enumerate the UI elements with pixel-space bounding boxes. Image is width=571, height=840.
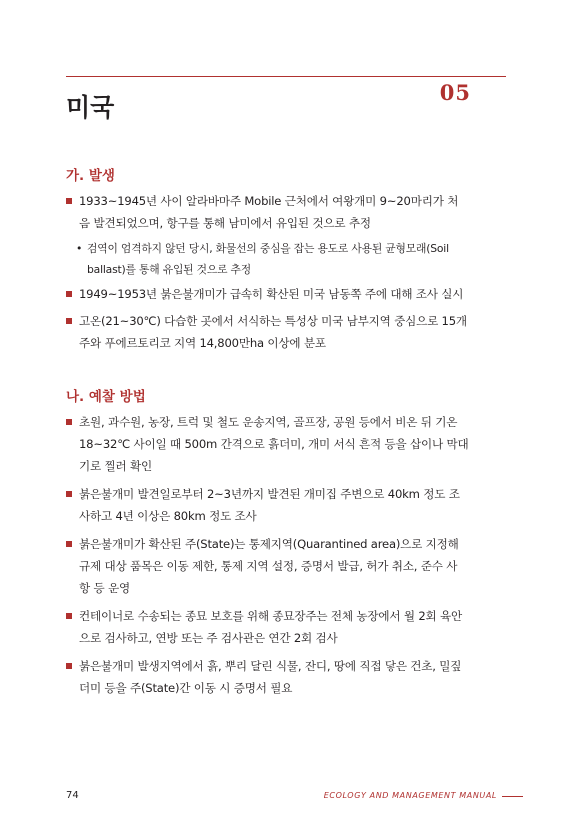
page-number: 74 <box>66 790 79 801</box>
item-line: 초원, 과수원, 농장, 트럭 및 철도 운송지역, 골프장, 공원 등에서 비온 뒤 기온 <box>79 415 458 429</box>
list-item <box>66 605 504 649</box>
item-line: 18~32℃ 사이일 때 500m 간격으로 흙더미, 개미 서식 흔적 등을 삽이나 막대 <box>79 437 469 451</box>
occurrence-list <box>66 190 504 354</box>
list-item <box>66 283 504 305</box>
item-line: 붉은불개미가 확산된 주(State)는 통제지역(Quarantined area)으로 지정해 <box>79 537 459 551</box>
item-line: 검역이 엄격하지 않던 당시, 화물선의 중심을 잡는 용도로 사용된 균형모래(Soil <box>87 242 449 255</box>
item-line: 컨테이너로 수송되는 종묘 보호를 위해 종묘장주는 전체 농장에서 월 2회 육안 <box>79 609 463 623</box>
item-line: 붉은불개미 발생지역에서 흙, 뿌리 달린 식물, 잔디, 땅에 직접 닿은 건초, 밀짚 <box>79 659 462 673</box>
square-bullet-icon <box>66 541 72 547</box>
section-heading-occurrence: 가. 발생 <box>66 168 115 184</box>
list-item <box>66 310 504 354</box>
square-bullet-icon <box>66 291 72 297</box>
list-item <box>66 483 504 527</box>
item-line: 1949~1953년 붉은불개미가 급속히 확산된 미국 남동쪽 주에 대해 조사 실시 <box>79 287 464 301</box>
item-line: 더미 등을 주(State)간 이동 시 증명서 필요 <box>79 681 293 695</box>
sub-list-item <box>66 238 504 280</box>
item-line: 으로 검사하고, 연방 또는 주 검사관은 연간 2회 검사 <box>79 631 338 645</box>
square-bullet-icon <box>66 198 72 204</box>
list-item <box>66 411 504 477</box>
item-line: 항 등 운영 <box>79 581 130 595</box>
header-rule <box>66 76 506 77</box>
item-line: 고온(21~30℃) 다습한 곳에서 서식하는 특성상 미국 남부지역 중심으로 15개 <box>79 314 467 328</box>
square-bullet-icon <box>66 613 72 619</box>
section-heading-survey-method: 나. 예찰 방법 <box>66 389 146 405</box>
chapter-number: 05 <box>439 80 471 105</box>
square-bullet-icon <box>66 318 72 324</box>
item-line: 붉은불개미 발견일로부터 2~3년까지 발견된 개미집 주변으로 40km 정도 조 <box>79 487 460 501</box>
footer-manual-title: ECOLOGY AND MANAGEMENT MANUAL <box>323 791 497 800</box>
item-line: 사하고 4년 이상은 80km 정도 조사 <box>79 509 257 523</box>
footer-rule <box>502 796 523 797</box>
dot-bullet-icon: • <box>76 242 83 255</box>
square-bullet-icon <box>66 663 72 669</box>
list-item <box>66 655 504 699</box>
list-item <box>66 533 504 599</box>
item-line: 주와 푸에르토리코 지역 14,800만ha 이상에 분포 <box>79 336 326 350</box>
item-line: 음 발견되었으며, 항구를 통해 남미에서 유입된 것으로 추정 <box>79 216 371 230</box>
list-item <box>66 190 504 234</box>
square-bullet-icon <box>66 419 72 425</box>
item-line: 1933~1945년 사이 알라바마주 Mobile 근처에서 여왕개미 9~20마리가 처 <box>79 194 459 208</box>
item-line: 규제 대상 품목은 이동 제한, 통제 지역 설정, 증명서 발급, 허가 취소, 준수 사 <box>79 559 458 573</box>
survey-method-list <box>66 411 504 699</box>
page-title: 미국 <box>66 93 115 122</box>
item-line: ballast)를 통해 유입된 것으로 추정 <box>87 263 252 276</box>
square-bullet-icon <box>66 491 72 497</box>
item-line: 기로 찔러 확인 <box>79 459 152 473</box>
